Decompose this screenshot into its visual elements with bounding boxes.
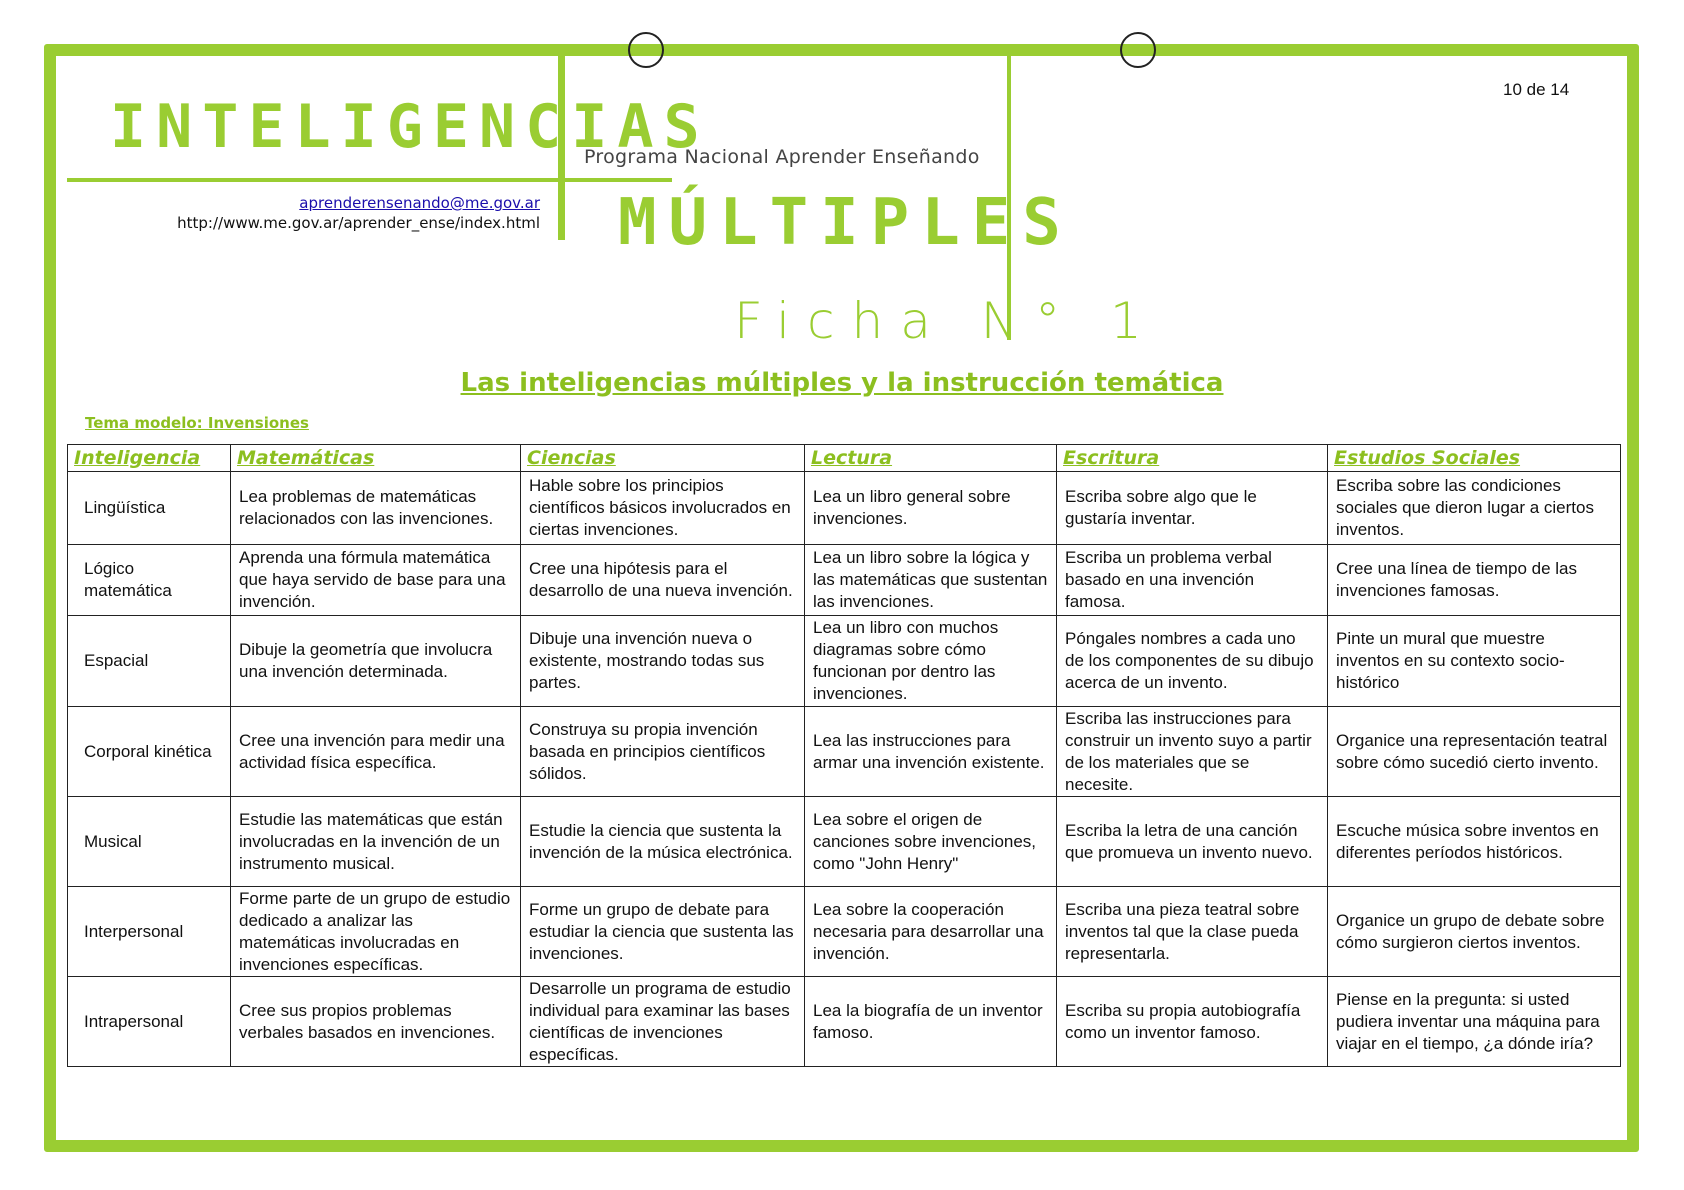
table-cell: Escuche música sobre inventos en diferentes períodos históricos. — [1328, 797, 1621, 887]
page-number: 10 de 14 — [1503, 80, 1570, 99]
table-cell: Forme parte de un grupo de estudio dedicado a analizar las matemáticas involucradas en invenciones específicas. — [231, 887, 521, 977]
table-cell: Construya su propia invención basada en principios científicos sólidos. — [521, 707, 805, 797]
header-matematicas: Matemáticas — [231, 445, 521, 472]
table-row — [68, 887, 1621, 977]
binder-ring — [1120, 32, 1156, 68]
table-cell: Cree una hipótesis para el desarrollo de una nueva invención. — [521, 545, 805, 616]
table-cell: Escriba sobre las condiciones sociales que dieron lugar a ciertos inventos. — [1328, 472, 1621, 545]
logo-multiples: MÚLTIPLES — [618, 186, 1073, 260]
header-estudios-sociales: Estudios Sociales — [1328, 445, 1621, 472]
table-row — [68, 707, 1621, 797]
logo-inteligencias: INTELIGENCIAS — [110, 92, 710, 162]
table-header-row — [68, 445, 1621, 472]
table-cell: Estudie las matemáticas que están involucradas en la invención de un instrumento musical. — [231, 797, 521, 887]
website-url: http://www.me.gov.ar/aprender_ense/index.html — [177, 214, 540, 232]
table-cell: Escriba las instrucciones para construir un invento suyo a partir de los materiales que se necesite. — [1057, 707, 1328, 797]
table-cell: Organice un grupo de debate sobre cómo surgieron ciertos inventos. — [1328, 887, 1621, 977]
table-cell: Lea sobre la cooperación necesaria para desarrollar una invención. — [805, 887, 1057, 977]
program-name: Programa Nacional Aprender Enseñando — [584, 146, 980, 168]
email-link[interactable]: aprenderensenando@me.gov.ar — [299, 194, 540, 212]
table-cell: Lea sobre el origen de canciones sobre invenciones, como "John Henry" — [805, 797, 1057, 887]
header-ciencias: Ciencias — [521, 445, 805, 472]
table-cell: Lea un libro sobre la lógica y las matemáticas que sustentan las invenciones. — [805, 545, 1057, 616]
table-cell: Piense en la pregunta: si usted pudiera inventar una máquina para viajar en el tiempo, ¿a dónde iría? — [1328, 977, 1621, 1067]
table-cell: Escriba un problema verbal basado en una invención famosa. — [1057, 545, 1328, 616]
table-row — [68, 977, 1621, 1067]
header-lectura: Lectura — [805, 445, 1057, 472]
table-cell: Desarrolle un programa de estudio individual para examinar las bases científicas de invenciones específicas. — [521, 977, 805, 1067]
row-label: Espacial — [68, 616, 231, 707]
table-cell: Estudie la ciencia que sustenta la invención de la música electrónica. — [521, 797, 805, 887]
table-cell: Forme un grupo de debate para estudiar la ciencia que sustenta las invenciones. — [521, 887, 805, 977]
table-cell: Lea las instrucciones para armar una invención existente. — [805, 707, 1057, 797]
table-cell: Dibuje la geometría que involucra una invención determinada. — [231, 616, 521, 707]
table-cell: Lea un libro general sobre invenciones. — [805, 472, 1057, 545]
header-escritura: Escritura — [1057, 445, 1328, 472]
table-row — [68, 616, 1621, 707]
table-cell: Póngales nombres a cada uno de los componentes de su dibujo acerca de un invento. — [1057, 616, 1328, 707]
row-label: Interpersonal — [68, 887, 231, 977]
table-cell: Dibuje una invención nueva o existente, mostrando todas sus partes. — [521, 616, 805, 707]
table-cell: Lea la biografía de un inventor famoso. — [805, 977, 1057, 1067]
binder-ring — [628, 32, 664, 68]
table-cell: Lea problemas de matemáticas relacionados con las invenciones. — [231, 472, 521, 545]
table-cell: Escriba la letra de una canción que promueva un invento nuevo. — [1057, 797, 1328, 887]
table-row — [68, 472, 1621, 545]
table-cell: Organice una representación teatral sobre cómo sucedió cierto invento. — [1328, 707, 1621, 797]
table-cell: Escriba una pieza teatral sobre inventos tal que la clase pueda representarla. — [1057, 887, 1328, 977]
intelligences-table — [67, 444, 1621, 1067]
ficha-label: Ficha N° 1 — [734, 292, 1159, 350]
table-cell: Hable sobre los principios científicos básicos involucrados en ciertas invenciones. — [521, 472, 805, 545]
table-cell: Aprenda una fórmula matemática que haya servido de base para una invención. — [231, 545, 521, 616]
table-cell: Cree una invención para medir una actividad física específica. — [231, 707, 521, 797]
table-row — [68, 545, 1621, 616]
row-label: Lingüística — [68, 472, 231, 545]
row-label: Intrapersonal — [68, 977, 231, 1067]
tema-label: Tema modelo: Invensiones — [85, 414, 309, 432]
table-cell: Cree sus propios problemas verbales basados en invenciones. — [231, 977, 521, 1067]
document-title: Las inteligencias múltiples y la instrucción temática — [460, 368, 1224, 398]
table-cell: Escriba su propia autobiografía como un inventor famoso. — [1057, 977, 1328, 1067]
table-cell: Pinte un mural que muestre inventos en su contexto socio-histórico — [1328, 616, 1621, 707]
table-cell: Lea un libro con muchos diagramas sobre cómo funcionan por dentro las invenciones. — [805, 616, 1057, 707]
row-label: Lógico matemática — [68, 545, 231, 616]
row-label: Corporal kinética — [68, 707, 231, 797]
header-inteligencia: Inteligencia — [68, 445, 231, 472]
row-label: Musical — [68, 797, 231, 887]
table-cell: Escriba sobre algo que le gustaría inventar. — [1057, 472, 1328, 545]
table-cell: Cree una línea de tiempo de las invenciones famosas. — [1328, 545, 1621, 616]
table-row — [68, 797, 1621, 887]
logo-horizontal-line — [67, 178, 672, 182]
